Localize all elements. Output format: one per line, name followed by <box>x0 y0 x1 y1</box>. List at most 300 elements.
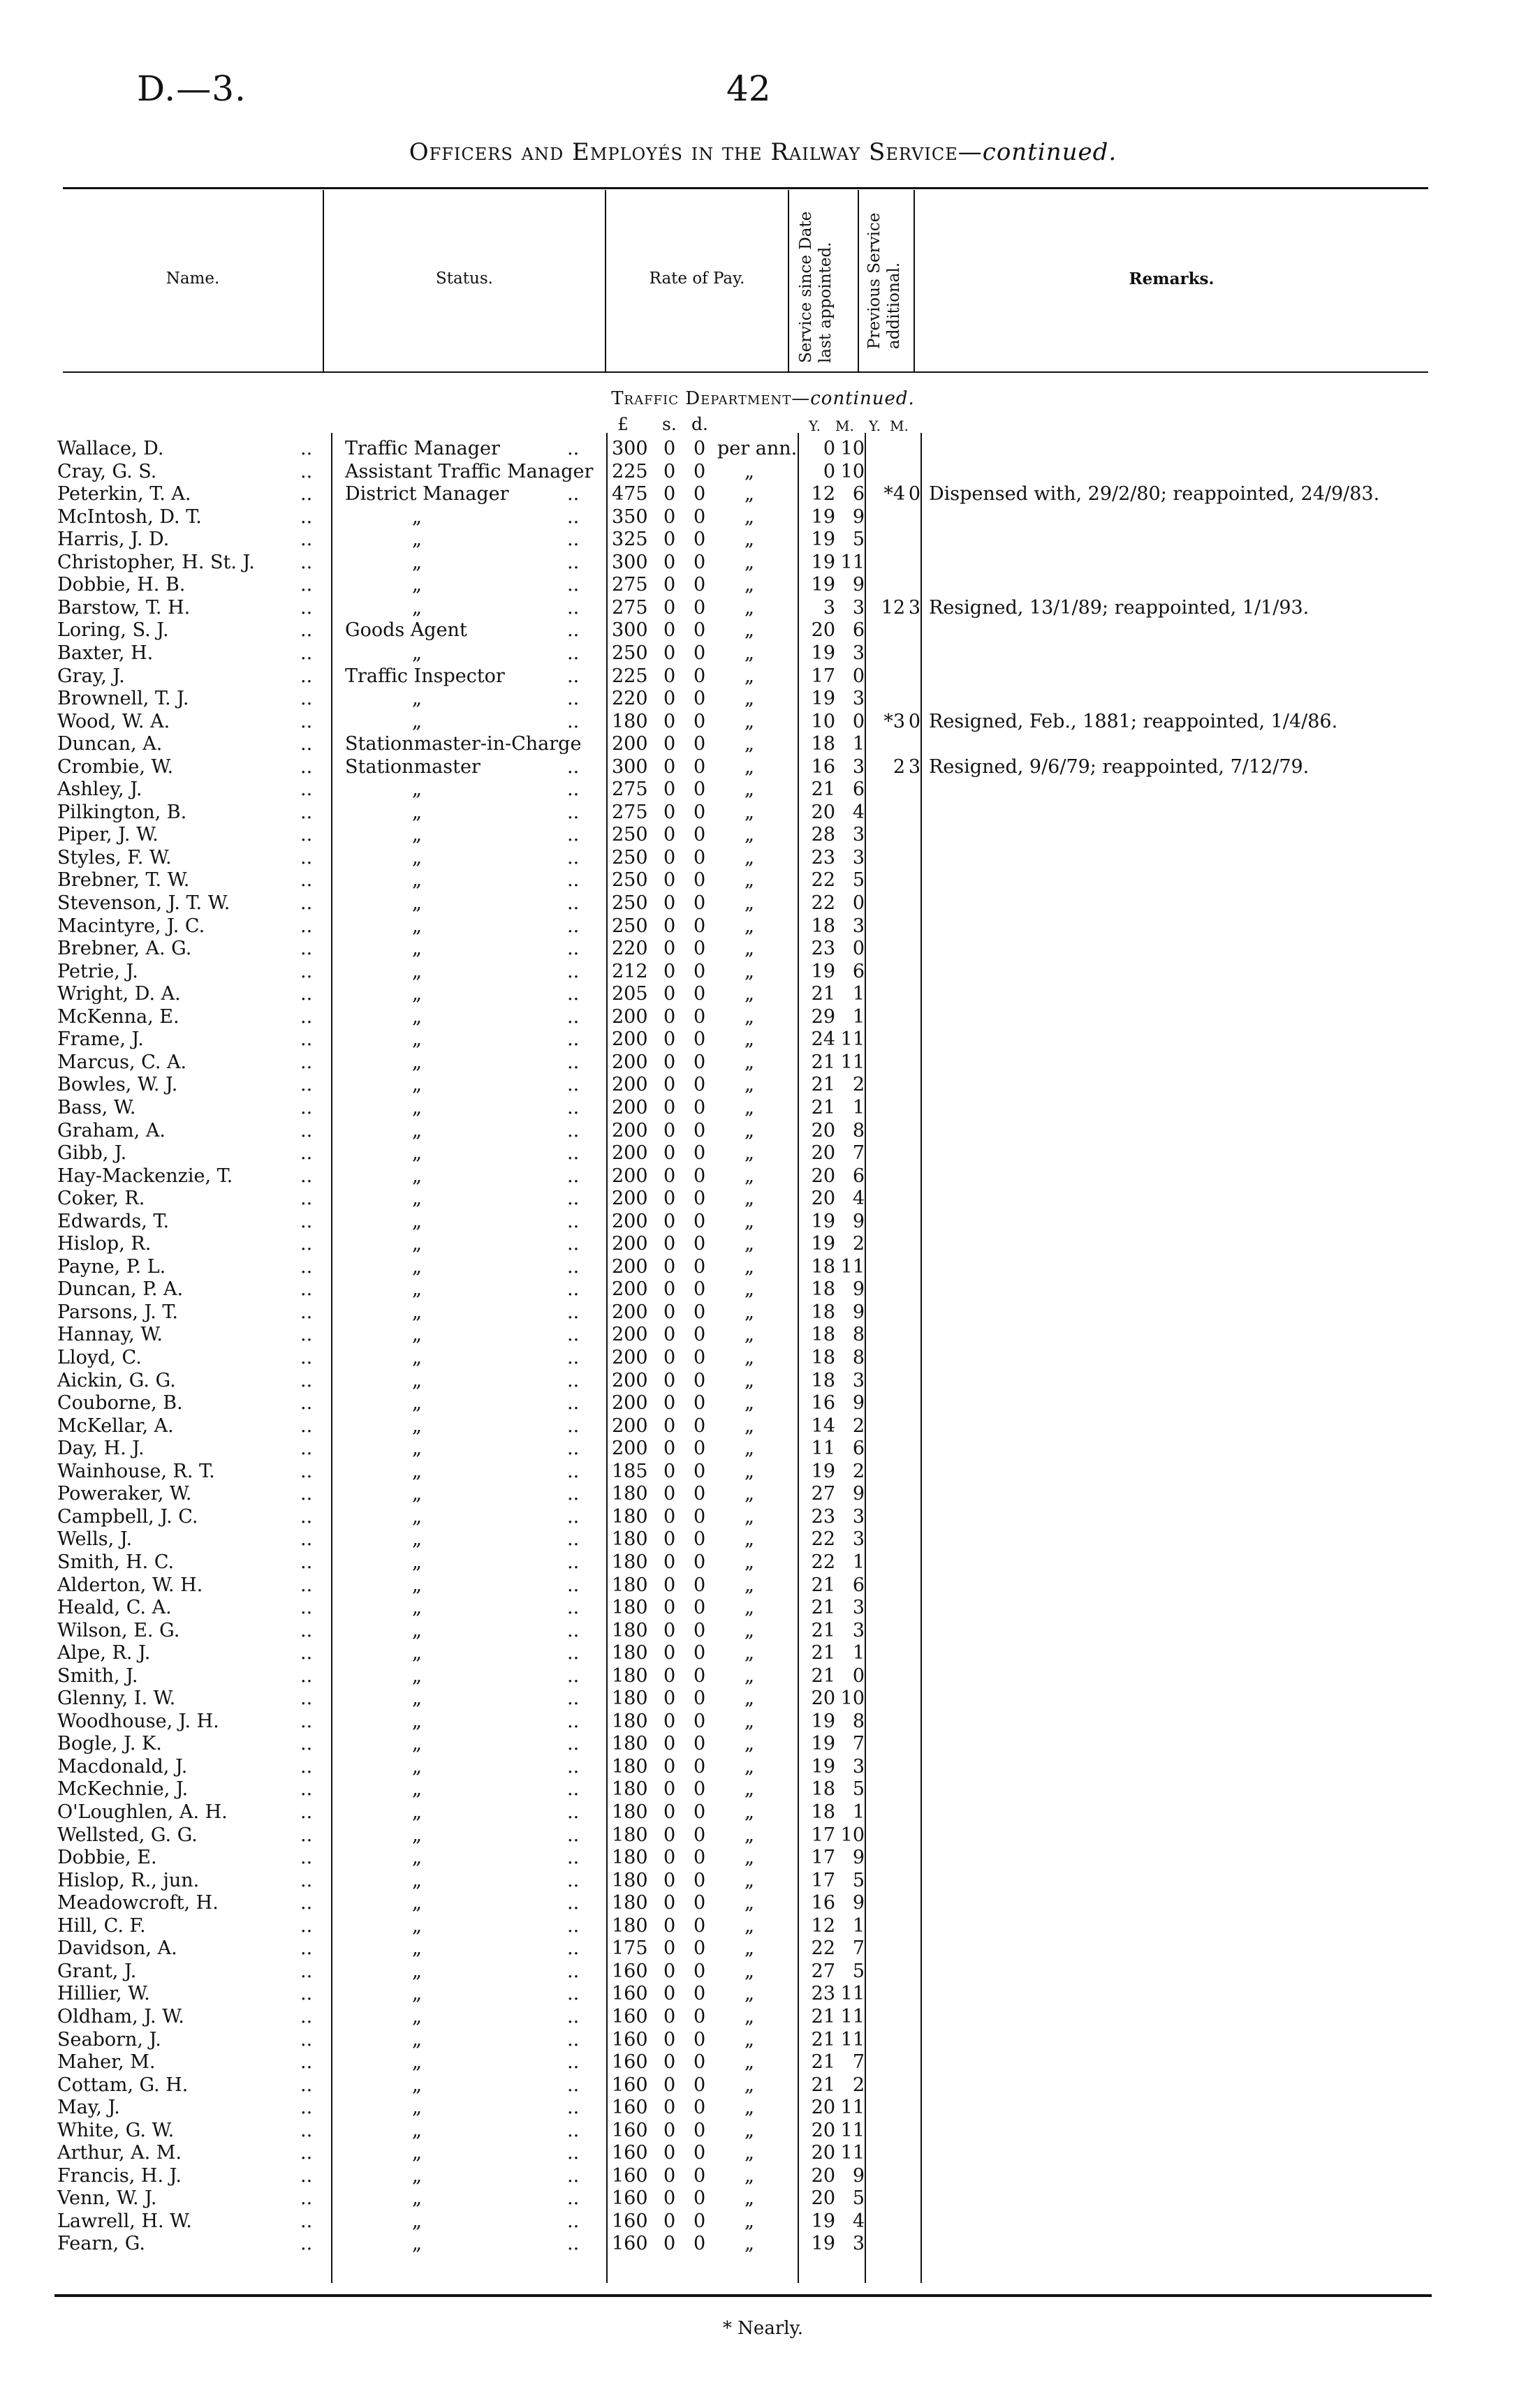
table-row <box>0 1620 1526 1642</box>
row-shillings: 0 <box>663 1414 676 1437</box>
row-pounds: 275 <box>612 778 648 801</box>
row-name: Hillier, W. <box>57 1983 150 2005</box>
row-leader-dots: .. <box>300 1983 313 2005</box>
row-service-months: 3 <box>852 642 865 664</box>
row-shillings: 0 <box>663 505 676 528</box>
row-status: „ <box>412 1505 422 1528</box>
row-previous-years: 12 <box>881 596 905 619</box>
row-leader-dots: .. <box>300 2097 313 2119</box>
table-row <box>0 2097 1526 2119</box>
row-shillings: 0 <box>663 619 676 642</box>
row-leader-dots: .. <box>567 1528 580 1551</box>
row-status: „ <box>412 869 422 892</box>
row-name: O'Loughlen, A. H. <box>57 1801 228 1823</box>
row-service-months: 8 <box>852 1324 865 1346</box>
row-name: Wells, J. <box>57 1528 133 1551</box>
row-shillings: 0 <box>663 1165 676 1187</box>
row-shillings: 0 <box>663 460 676 482</box>
row-leader-dots: .. <box>567 529 580 551</box>
row-pounds: 180 <box>612 1755 648 1778</box>
row-service-months: 0 <box>852 1664 865 1687</box>
row-pounds: 200 <box>612 1278 648 1301</box>
row-status: „ <box>412 1074 422 1096</box>
row-status: „ <box>412 596 422 619</box>
row-service-years: 16 <box>811 755 835 778</box>
row-service-years: 21 <box>811 1074 835 1096</box>
row-shillings: 0 <box>663 1960 676 1982</box>
row-leader-dots: .. <box>567 551 580 573</box>
row-per: „ <box>744 619 754 642</box>
row-leader-dots: .. <box>300 778 313 801</box>
row-per: „ <box>744 1188 754 1210</box>
row-pounds: 160 <box>612 2187 648 2210</box>
row-name: McIntosh, D. T. <box>57 505 202 528</box>
page-code: D.—3. <box>137 68 247 109</box>
row-shillings: 0 <box>663 1687 676 1710</box>
row-status: „ <box>412 688 422 710</box>
row-pence: 0 <box>694 2119 706 2141</box>
row-service-years: 18 <box>811 1369 835 1391</box>
row-shillings: 0 <box>663 1369 676 1391</box>
row-leader-dots: .. <box>567 1505 580 1528</box>
row-leader-dots: .. <box>567 2210 580 2232</box>
row-service-years: 19 <box>811 1233 835 1255</box>
row-shillings: 0 <box>663 755 676 778</box>
row-name: Petrie, J. <box>57 960 138 982</box>
row-shillings: 0 <box>663 960 676 982</box>
row-service-years: 19 <box>811 1210 835 1232</box>
row-service-years: 10 <box>811 710 835 732</box>
row-leader-dots: .. <box>300 755 313 778</box>
row-name: Baxter, H. <box>57 642 154 664</box>
row-per: „ <box>744 551 754 573</box>
row-pounds: 160 <box>612 1983 648 2005</box>
row-name: McKellar, A. <box>57 1414 174 1437</box>
row-leader-dots: .. <box>567 1483 580 1505</box>
row-leader-dots: .. <box>300 1051 313 1073</box>
row-pounds: 160 <box>612 2164 648 2187</box>
row-leader-dots: .. <box>567 2233 580 2255</box>
row-shillings: 0 <box>663 1438 676 1460</box>
row-shillings: 0 <box>663 2187 676 2210</box>
row-leader-dots: .. <box>567 2074 580 2096</box>
row-per: „ <box>744 1619 754 1641</box>
row-leader-dots: .. <box>300 710 313 732</box>
row-service-years: 21 <box>811 1096 835 1118</box>
row-pounds: 250 <box>612 846 648 869</box>
row-per: per ann. <box>717 438 798 459</box>
row-service-months: 3 <box>852 1369 865 1391</box>
row-service-months: 2 <box>852 1233 865 1255</box>
row-service-months: 5 <box>852 529 865 551</box>
row-shillings: 0 <box>663 824 676 846</box>
row-pounds: 180 <box>612 1710 648 1732</box>
row-per: „ <box>744 1414 754 1437</box>
row-per: „ <box>744 2074 754 2096</box>
row-leader-dots: .. <box>300 2142 313 2164</box>
row-per: „ <box>744 755 754 778</box>
row-leader-dots: .. <box>567 1051 580 1073</box>
row-status: „ <box>412 846 422 869</box>
row-pence: 0 <box>694 1142 706 1165</box>
row-pounds: 200 <box>612 1165 648 1187</box>
row-per: „ <box>744 2142 754 2164</box>
row-pence: 0 <box>694 2051 706 2074</box>
row-service-years: 18 <box>811 1324 835 1346</box>
row-leader-dots: .. <box>567 1801 580 1823</box>
row-leader-dots: .. <box>567 642 580 664</box>
row-pounds: 300 <box>612 619 648 642</box>
row-leader-dots: .. <box>567 1664 580 1687</box>
row-pence: 0 <box>694 1119 706 1142</box>
row-shillings: 0 <box>663 1392 676 1414</box>
row-shillings: 0 <box>663 1551 676 1573</box>
row-leader-dots: .. <box>300 1188 313 1210</box>
row-shillings: 0 <box>663 1483 676 1505</box>
row-shillings: 0 <box>663 438 676 459</box>
row-name: McKenna, E. <box>57 1005 179 1028</box>
row-pence: 0 <box>694 1664 706 1687</box>
row-service-years: 29 <box>811 1005 835 1028</box>
row-pounds: 160 <box>612 2119 648 2141</box>
row-service-months: 4 <box>852 1188 865 1210</box>
table-row <box>0 1687 1526 1710</box>
row-leader-dots: .. <box>567 1937 580 1960</box>
row-per: „ <box>744 1937 754 1960</box>
row-remarks: Dispensed with, 29/2/80; reappointed, 24/9/83. <box>929 483 1380 505</box>
row-service-years: 17 <box>811 1869 835 1891</box>
row-pence: 0 <box>694 505 706 528</box>
row-service-years: 19 <box>811 642 835 664</box>
row-pounds: 180 <box>612 1733 648 1755</box>
row-service-months: 6 <box>852 778 865 801</box>
row-name: Grant, J. <box>57 1960 137 1982</box>
row-name: Davidson, A. <box>57 1937 177 1960</box>
row-pounds: 180 <box>612 1664 648 1687</box>
row-leader-dots: .. <box>567 1847 580 1869</box>
row-status: „ <box>412 1051 422 1073</box>
table-row <box>0 1506 1526 1528</box>
col-name-header: Name. <box>166 269 220 288</box>
row-status: „ <box>412 801 422 823</box>
row-service-years: 18 <box>811 1255 835 1278</box>
row-per: „ <box>744 1983 754 2005</box>
table-row <box>0 552 1526 574</box>
table-row <box>0 2029 1526 2051</box>
row-leader-dots: .. <box>300 1733 313 1755</box>
row-service-months: 5 <box>852 1869 865 1891</box>
row-service-months: 10 <box>840 1824 865 1846</box>
row-service-months: 11 <box>840 551 865 573</box>
row-name: Smith, H. C. <box>57 1551 175 1573</box>
row-per: „ <box>744 1301 754 1323</box>
row-leader-dots: .. <box>567 915 580 937</box>
row-pounds: 180 <box>612 1778 648 1801</box>
row-leader-dots: .. <box>567 1869 580 1891</box>
row-name: May, J. <box>57 2097 120 2119</box>
row-service-years: 20 <box>811 1165 835 1187</box>
row-name: Brebner, T. W. <box>57 869 190 892</box>
row-leader-dots: .. <box>300 2074 313 2096</box>
row-leader-dots: .. <box>300 1255 313 1278</box>
col-rate-header: Rate of Pay. <box>649 269 745 288</box>
row-per: „ <box>744 1074 754 1096</box>
row-per: „ <box>744 1824 754 1846</box>
row-service-years: 0 <box>823 438 835 459</box>
row-shillings: 0 <box>663 1255 676 1278</box>
row-pence: 0 <box>694 1619 706 1641</box>
row-service-months: 9 <box>852 1483 865 1505</box>
row-pounds: 212 <box>612 960 648 982</box>
row-name: McKechnie, J. <box>57 1778 189 1801</box>
unit-prev-years: Y. <box>869 418 881 434</box>
row-name: Maher, M. <box>57 2051 156 2074</box>
row-status: „ <box>412 1188 422 1210</box>
row-status: „ <box>412 960 422 982</box>
row-shillings: 0 <box>663 1505 676 1528</box>
row-per: „ <box>744 596 754 619</box>
row-leader-dots: .. <box>567 2164 580 2187</box>
row-per: „ <box>744 960 754 982</box>
row-per: „ <box>744 1005 754 1028</box>
row-shillings: 0 <box>663 1914 676 1937</box>
row-remarks: Resigned, Feb., 1881; reappointed, 1/4/86. <box>929 710 1338 732</box>
table-row <box>0 1165 1526 1188</box>
row-service-months: 1 <box>852 733 865 755</box>
row-leader-dots: .. <box>567 1460 580 1482</box>
row-shillings: 0 <box>663 1597 676 1619</box>
row-service-years: 20 <box>811 2142 835 2164</box>
row-service-months: 6 <box>852 619 865 642</box>
row-pence: 0 <box>694 960 706 982</box>
table-row <box>0 733 1526 755</box>
table-row <box>0 1665 1526 1687</box>
row-service-months: 11 <box>840 2005 865 2027</box>
row-status: „ <box>412 1847 422 1869</box>
row-leader-dots: .. <box>300 1483 313 1505</box>
row-shillings: 0 <box>663 1460 676 1482</box>
row-name: Christopher, H. St. J. <box>57 551 255 573</box>
row-service-months: 1 <box>852 1642 865 1664</box>
table-row <box>0 778 1526 801</box>
row-leader-dots: .. <box>300 1710 313 1732</box>
row-per: „ <box>744 1869 754 1891</box>
row-status: „ <box>412 1733 422 1755</box>
row-shillings: 0 <box>663 1619 676 1641</box>
table-row <box>0 1983 1526 2005</box>
row-service-months: 3 <box>852 824 865 846</box>
row-service-years: 18 <box>811 1301 835 1323</box>
row-service-years: 17 <box>811 1824 835 1846</box>
row-name: Graham, A. <box>57 1119 166 1142</box>
row-service-months: 9 <box>852 1210 865 1232</box>
row-status: „ <box>412 1233 422 1255</box>
row-service-months: 11 <box>840 2142 865 2164</box>
row-per: „ <box>744 1142 754 1165</box>
row-shillings: 0 <box>663 1892 676 1914</box>
row-pence: 0 <box>694 1733 706 1755</box>
row-leader-dots: .. <box>300 824 313 846</box>
row-service-years: 16 <box>811 1892 835 1914</box>
row-name: Brebner, A. G. <box>57 938 192 960</box>
row-name: Francis, H. J. <box>57 2164 182 2187</box>
row-service-years: 20 <box>811 2187 835 2210</box>
table-row <box>0 1915 1526 1937</box>
row-per: „ <box>744 892 754 914</box>
row-per: „ <box>744 1687 754 1710</box>
row-service-years: 20 <box>811 1142 835 1165</box>
row-service-years: 21 <box>811 778 835 801</box>
row-status: „ <box>412 1642 422 1664</box>
row-service-months: 11 <box>840 1028 865 1051</box>
row-remarks: Resigned, 9/6/79; reappointed, 7/12/79. <box>929 755 1309 778</box>
row-service-years: 22 <box>811 1528 835 1551</box>
row-shillings: 0 <box>663 1119 676 1142</box>
row-shillings: 0 <box>663 869 676 892</box>
row-shillings: 0 <box>663 1801 676 1823</box>
row-service-months: 7 <box>852 2051 865 2074</box>
row-status: „ <box>412 2005 422 2027</box>
row-pence: 0 <box>694 642 706 664</box>
row-pence: 0 <box>694 1188 706 1210</box>
row-leader-dots: .. <box>567 1392 580 1414</box>
row-pence: 0 <box>694 1392 706 1414</box>
row-name: Edwards, T. <box>57 1210 170 1232</box>
row-status: „ <box>412 2233 422 2255</box>
row-pence: 0 <box>694 2097 706 2119</box>
row-leader-dots: .. <box>300 1597 313 1619</box>
row-service-years: 28 <box>811 824 835 846</box>
table-row <box>0 1188 1526 1210</box>
row-per: „ <box>744 1278 754 1301</box>
row-pence: 0 <box>694 1460 706 1482</box>
row-per: „ <box>744 2187 754 2210</box>
row-service-years: 18 <box>811 1278 835 1301</box>
row-name: Brownell, T. J. <box>57 688 189 710</box>
row-pounds: 180 <box>612 1483 648 1505</box>
row-pence: 0 <box>694 1960 706 1982</box>
row-pounds: 180 <box>612 1642 648 1664</box>
row-status: „ <box>412 1165 422 1187</box>
row-name: Hannay, W. <box>57 1324 163 1346</box>
row-shillings: 0 <box>663 938 676 960</box>
row-service-months: 7 <box>852 1733 865 1755</box>
row-per: „ <box>744 1801 754 1823</box>
table-row <box>0 619 1526 642</box>
row-shillings: 0 <box>663 1642 676 1664</box>
table-row <box>0 938 1526 960</box>
row-name: Wallace, D. <box>57 438 164 459</box>
table-row <box>0 688 1526 710</box>
row-leader-dots: .. <box>300 1414 313 1437</box>
row-name: Venn, W. J. <box>57 2187 157 2210</box>
row-pence: 0 <box>694 1005 706 1028</box>
row-status: „ <box>412 1574 422 1596</box>
row-name: Cray, G. S. <box>57 460 157 482</box>
row-service-months: 1 <box>852 1914 865 1937</box>
row-pounds: 275 <box>612 801 648 823</box>
row-leader-dots: .. <box>567 665 580 687</box>
table-row <box>0 1733 1526 1755</box>
row-pence: 0 <box>694 1801 706 1823</box>
row-per: „ <box>744 460 754 482</box>
row-service-years: 21 <box>811 2074 835 2096</box>
row-shillings: 0 <box>663 1347 676 1368</box>
row-previous-years: 2 <box>893 755 905 778</box>
row-pence: 0 <box>694 983 706 1005</box>
row-per: „ <box>744 1597 754 1619</box>
row-status: „ <box>412 1892 422 1914</box>
row-leader-dots: .. <box>567 2119 580 2141</box>
row-per: „ <box>744 1096 754 1118</box>
row-shillings: 0 <box>663 1301 676 1323</box>
row-per: „ <box>744 1551 754 1573</box>
row-status: „ <box>412 551 422 573</box>
row-service-years: 22 <box>811 1937 835 1960</box>
row-name: Oldham, J. W. <box>57 2005 184 2027</box>
row-pence: 0 <box>694 1278 706 1301</box>
row-leader-dots: .. <box>567 483 580 505</box>
row-leader-dots: .. <box>567 1914 580 1937</box>
row-leader-dots: .. <box>567 1347 580 1368</box>
row-leader-dots: .. <box>567 1005 580 1028</box>
row-name: Styles, F. W. <box>57 846 172 869</box>
row-name: Payne, P. L. <box>57 1255 166 1278</box>
table-row <box>0 1574 1526 1597</box>
row-shillings: 0 <box>663 1028 676 1051</box>
row-pounds: 160 <box>612 2051 648 2074</box>
row-name: Wood, W. A. <box>57 710 170 732</box>
table-row <box>0 2187 1526 2210</box>
header-divider <box>858 190 859 371</box>
row-pence: 0 <box>694 2028 706 2051</box>
row-leader-dots: .. <box>567 983 580 1005</box>
row-service-months: 11 <box>840 1983 865 2005</box>
row-pounds: 200 <box>612 1324 648 1346</box>
row-shillings: 0 <box>663 642 676 664</box>
row-pounds: 180 <box>612 1551 648 1573</box>
row-leader-dots: .. <box>300 1278 313 1301</box>
row-service-months: 0 <box>852 892 865 914</box>
table-row <box>0 1051 1526 1074</box>
row-leader-dots: .. <box>300 869 313 892</box>
row-pence: 0 <box>694 1505 706 1528</box>
row-shillings: 0 <box>663 1005 676 1028</box>
row-leader-dots: .. <box>300 1801 313 1823</box>
row-leader-dots: .. <box>567 755 580 778</box>
row-name: Seaborn, J. <box>57 2028 161 2051</box>
row-leader-dots: .. <box>300 1778 313 1801</box>
row-status: „ <box>412 2187 422 2210</box>
row-service-years: 18 <box>811 915 835 937</box>
row-service-years: 12 <box>811 1914 835 1937</box>
row-pence: 0 <box>694 551 706 573</box>
row-name: Alpe, R. J. <box>57 1642 151 1664</box>
row-leader-dots: .. <box>300 438 313 459</box>
row-shillings: 0 <box>663 1937 676 1960</box>
row-service-years: 19 <box>811 1460 835 1482</box>
table-row <box>0 1937 1526 1960</box>
table-row <box>0 1233 1526 1255</box>
row-shillings: 0 <box>663 801 676 823</box>
row-pence: 0 <box>694 1983 706 2005</box>
row-name: Macintyre, J. C. <box>57 915 205 937</box>
row-leader-dots: .. <box>300 1528 313 1551</box>
row-pounds: 180 <box>612 1892 648 1914</box>
row-pence: 0 <box>694 1551 706 1573</box>
row-service-years: 21 <box>811 1619 835 1641</box>
row-name: Gray, J. <box>57 665 125 687</box>
